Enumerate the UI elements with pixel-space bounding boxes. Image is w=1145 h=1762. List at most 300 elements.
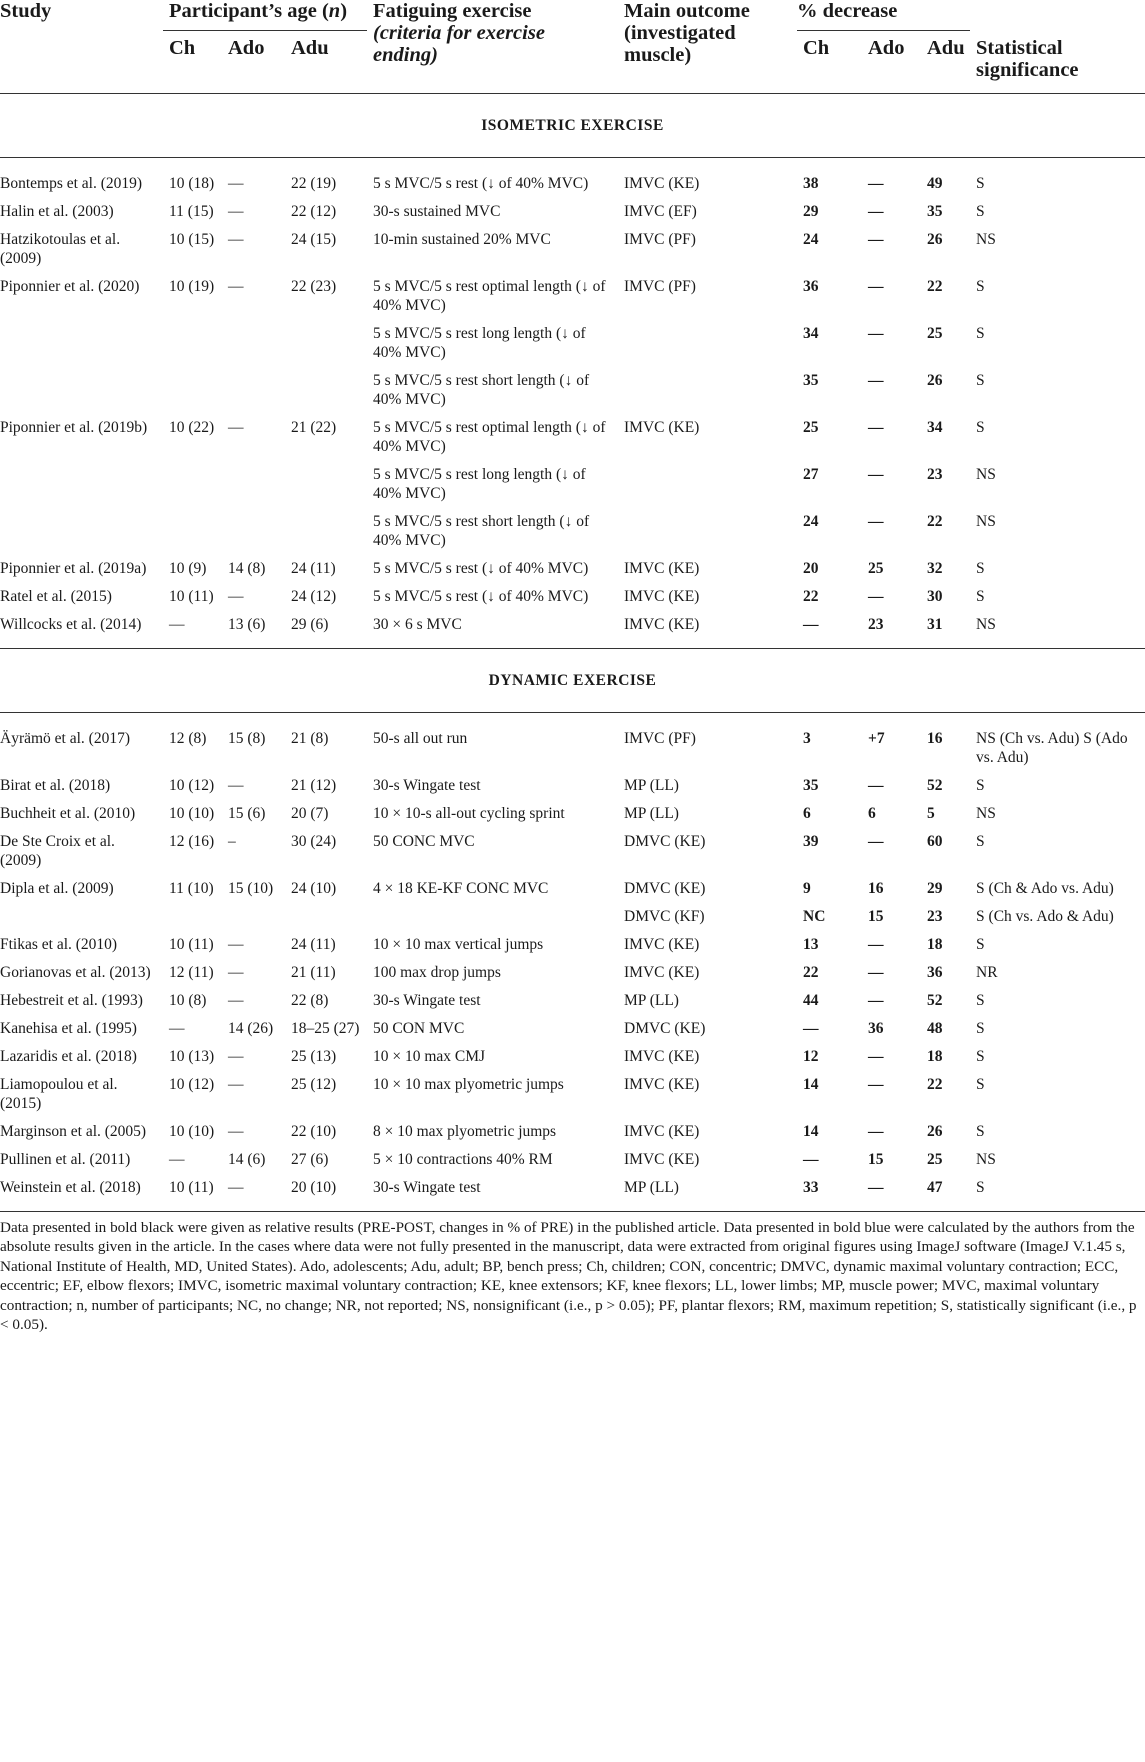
cell-outcome xyxy=(618,508,797,555)
cell-age-ado: 15 (6) xyxy=(228,804,266,822)
cell-outcome: MP (LL) xyxy=(618,1174,797,1212)
cell-outcome: IMVC (KE) xyxy=(624,1075,700,1093)
cell-pct-adu: 32 xyxy=(927,559,943,577)
table-row xyxy=(0,273,1145,320)
table-row xyxy=(0,712,1145,772)
cell-age-ch: 10 (11) xyxy=(169,935,214,953)
cell-significance: S xyxy=(970,1174,1145,1212)
cell-pct-ch: 24 xyxy=(803,512,819,530)
cell-outcome xyxy=(618,367,797,414)
cell-outcome: DMVC (KF) xyxy=(624,907,705,925)
cell-study xyxy=(0,903,163,931)
cell-outcome: IMVC (KE) xyxy=(618,611,797,649)
cell-age-ch xyxy=(163,903,222,931)
cell-pct-adu: 22 xyxy=(927,512,943,530)
cell-age-ch xyxy=(163,461,222,508)
cell-age-ado: — xyxy=(228,587,244,605)
cell-pct-ch: 44 xyxy=(803,991,819,1009)
section-title: ISOMETRIC EXERCISE xyxy=(0,93,1145,157)
cell-outcome: IMVC (PF) xyxy=(624,230,696,248)
cell-outcome: DMVC (KE) xyxy=(624,1019,706,1037)
cell-significance: S xyxy=(976,174,985,192)
cell-age-adu xyxy=(285,320,367,367)
cell-study: Piponnier et al. (2019b) xyxy=(0,418,148,436)
cell-age-ch: 10 (11) xyxy=(169,587,214,605)
cell-pct-ado: — xyxy=(868,1047,884,1065)
cell-age-ch: 10 (10) xyxy=(169,1122,215,1140)
cell-significance: S xyxy=(976,832,985,850)
cell-exercise: 30-s sustained MVC xyxy=(373,202,501,220)
cell-study: Gorianovas et al. (2013) xyxy=(0,963,151,981)
cell-pct-ch: 38 xyxy=(803,174,819,192)
cell-age-adu: 22 (12) xyxy=(291,202,337,220)
table-row xyxy=(0,931,1145,959)
cell-pct-ch: — xyxy=(803,1019,819,1037)
cell-pct-ado: — xyxy=(868,174,884,192)
cell-age-adu: 21 (11) xyxy=(291,963,336,981)
cell-significance: NR xyxy=(976,963,998,981)
cell-age-adu xyxy=(285,903,367,931)
cell-age-adu xyxy=(285,367,367,414)
cell-significance: S xyxy=(976,1019,985,1037)
table-row xyxy=(0,1015,1145,1043)
cell-study: Pullinen et al. (2011) xyxy=(0,1150,131,1168)
cell-outcome: IMVC (KE) xyxy=(624,1122,700,1140)
cell-age-ch: 10 (13) xyxy=(169,1047,215,1065)
cell-outcome: IMVC (KE) xyxy=(624,174,700,192)
cell-pct-ch: 14 xyxy=(803,1122,819,1140)
cell-pct-ch: 29 xyxy=(803,202,819,220)
cell-study: Buchheit et al. (2010) xyxy=(0,804,136,822)
cell-significance: S (Ch vs. Ado & Adu) xyxy=(976,907,1114,925)
cell-significance: S xyxy=(976,1122,985,1140)
cell-pct-ado: — xyxy=(868,512,884,530)
cell-outcome: IMVC (KE) xyxy=(624,935,700,953)
cell-pct-ado: 36 xyxy=(868,1019,884,1037)
header-adu: Adu xyxy=(291,37,329,59)
cell-significance: S xyxy=(976,418,985,436)
cell-pct-adu: 35 xyxy=(927,202,943,220)
table-row xyxy=(0,1174,1145,1212)
cell-exercise: 10 × 10 max vertical jumps xyxy=(373,935,544,953)
table-row xyxy=(0,828,1145,875)
cell-pct-ch: 36 xyxy=(803,277,819,295)
cell-age-adu: 29 (6) xyxy=(285,611,367,649)
cell-significance: S xyxy=(976,935,985,953)
cell-pct-ado: — xyxy=(868,935,884,953)
cell-outcome: IMVC (KE) xyxy=(624,587,700,605)
cell-significance: NS xyxy=(976,230,996,248)
cell-exercise: 5 s MVC/5 s rest (↓ of 40% MVC) xyxy=(373,174,589,192)
cell-exercise: 50-s all out run xyxy=(373,729,468,747)
cell-exercise: 5 s MVC/5 s rest short length (↓ of 40% MVC) xyxy=(373,371,590,408)
cell-pct-ado: — xyxy=(868,963,884,981)
cell-outcome: IMVC (PF) xyxy=(624,277,696,295)
cell-pct-ado: — xyxy=(868,324,884,342)
cell-pct-ch: 14 xyxy=(803,1075,819,1093)
cell-study: Äyrämö et al. (2017) xyxy=(0,729,130,747)
cell-exercise: 100 max drop jumps xyxy=(373,963,501,981)
cell-pct-ado: — xyxy=(868,202,884,220)
cell-age-ado: — xyxy=(222,1174,285,1212)
cell-pct-adu: 18 xyxy=(927,935,943,953)
cell-pct-ado: — xyxy=(868,371,884,389)
cell-age-ch xyxy=(163,508,222,555)
cell-exercise: 50 CONC MVC xyxy=(373,832,475,850)
cell-pct-ado: — xyxy=(868,277,884,295)
cell-pct-ado: — xyxy=(868,230,884,248)
cell-exercise: 5 s MVC/5 s rest optimal length (↓ of 40% MVC) xyxy=(373,277,606,314)
cell-significance: S xyxy=(976,371,985,389)
cell-age-ado xyxy=(222,320,285,367)
cell-pct-ch: — xyxy=(803,1150,819,1168)
cell-age-ado: 15 (10) xyxy=(228,879,274,897)
cell-outcome: MP (LL) xyxy=(624,991,679,1009)
cell-outcome xyxy=(618,461,797,508)
table-row xyxy=(0,461,1145,508)
cell-exercise xyxy=(367,903,618,931)
cell-exercise: 30-s Wingate test xyxy=(373,991,481,1009)
cell-age-ado: 14 (8) xyxy=(228,559,266,577)
table-header xyxy=(0,0,1145,93)
cell-age-ch: 10 (11) xyxy=(163,1174,222,1212)
cell-study: Hebestreit et al. (1993) xyxy=(0,991,143,1009)
cell-pct-ch: 9 xyxy=(803,879,811,897)
cell-age-ado: — xyxy=(228,230,244,248)
cell-pct-ch: NC xyxy=(803,907,826,925)
cell-age-ado: 14 (6) xyxy=(228,1150,266,1168)
cell-pct-ch: 35 xyxy=(803,776,819,794)
cell-significance: NS xyxy=(976,512,996,530)
table-row xyxy=(0,903,1145,931)
cell-pct-ado: — xyxy=(868,1122,884,1140)
cell-study: Bontemps et al. (2019) xyxy=(0,174,143,192)
cell-exercise: 10 × 10 max CMJ xyxy=(373,1047,486,1065)
cell-pct-adu: 52 xyxy=(927,991,943,1009)
cell-exercise: 10 × 10-s all-out cycling sprint xyxy=(373,804,565,822)
cell-age-ado: — xyxy=(228,776,244,794)
table-row xyxy=(0,1043,1145,1071)
cell-age-ch: 11 (15) xyxy=(169,202,214,220)
cell-age-ch: — xyxy=(163,611,222,649)
section-row xyxy=(0,93,1145,157)
cell-age-ch: 10 (9) xyxy=(169,559,207,577)
cell-pct-adu: 22 xyxy=(927,1075,943,1093)
cell-significance: NS xyxy=(976,1150,996,1168)
header-ado: Ado xyxy=(228,37,265,59)
cell-exercise: 50 CON MVC xyxy=(373,1019,465,1037)
cell-age-ch: 10 (19) xyxy=(169,277,215,295)
cell-study: Birat et al. (2018) xyxy=(0,776,111,794)
table-row xyxy=(0,987,1145,1015)
cell-exercise: 10-min sustained 20% MVC xyxy=(373,230,551,248)
cell-age-ado: 13 (6) xyxy=(222,611,285,649)
cell-study: Ftikas et al. (2010) xyxy=(0,935,118,953)
cell-significance: S xyxy=(976,1047,985,1065)
cell-outcome: IMVC (KE) xyxy=(624,559,700,577)
cell-age-adu: 18–25 (27) xyxy=(291,1019,360,1037)
cell-study: Kanehisa et al. (1995) xyxy=(0,1019,137,1037)
header-ch: Ch xyxy=(169,37,196,59)
header-study: Study xyxy=(0,0,52,22)
cell-exercise: 4 × 18 KE-KF CONC MVC xyxy=(373,879,549,897)
cell-exercise: 30-s Wingate test xyxy=(367,1174,618,1212)
cell-pct-adu: 60 xyxy=(927,832,943,850)
cell-pct-adu: 5 xyxy=(927,804,935,822)
cell-age-ch: 11 (10) xyxy=(169,879,214,897)
cell-pct-ado: 6 xyxy=(868,804,876,822)
cell-study: Liamopoulou et al. (2015) xyxy=(0,1075,118,1112)
cell-pct-adu: 29 xyxy=(927,879,943,897)
cell-age-ado: 15 (8) xyxy=(228,729,266,747)
cell-age-adu: 22 (10) xyxy=(291,1122,337,1140)
table-body xyxy=(0,93,1145,1211)
section-title: DYNAMIC EXERCISE xyxy=(0,648,1145,712)
cell-exercise: 5 s MVC/5 s rest (↓ of 40% MVC) xyxy=(373,559,589,577)
header-outcome: Main outcome (investigated muscle) xyxy=(624,0,750,66)
cell-outcome: IMVC (PF) xyxy=(624,729,696,747)
cell-age-ado: — xyxy=(228,202,244,220)
cell-study: Willcocks et al. (2014) xyxy=(0,611,163,649)
cell-pct-ado: — xyxy=(868,776,884,794)
cell-age-adu: 20 (10) xyxy=(285,1174,367,1212)
cell-pct-adu: 16 xyxy=(927,729,943,747)
table-row xyxy=(0,508,1145,555)
cell-study: Weinstein et al. (2018) xyxy=(0,1174,163,1212)
cell-age-ch: — xyxy=(169,1019,185,1037)
cell-age-ado xyxy=(222,461,285,508)
cell-outcome: IMVC (KE) xyxy=(624,1047,700,1065)
table-row xyxy=(0,1071,1145,1118)
cell-exercise: 30-s Wingate test xyxy=(373,776,481,794)
cell-age-ado: — xyxy=(228,935,244,953)
cell-pct-ch: 34 xyxy=(803,324,819,342)
cell-age-adu: 24 (11) xyxy=(291,935,336,953)
cell-outcome: IMVC (KE) xyxy=(624,418,700,436)
table-row xyxy=(0,414,1145,461)
cell-pct-ado: — xyxy=(868,418,884,436)
cell-age-ch: 10 (22) xyxy=(169,418,215,436)
cell-study: Ratel et al. (2015) xyxy=(0,587,112,605)
cell-outcome: IMVC (KE) xyxy=(624,963,700,981)
cell-pct-ado: +7 xyxy=(868,729,885,747)
cell-age-ado: — xyxy=(228,1122,244,1140)
section-row xyxy=(0,648,1145,712)
table-row xyxy=(0,320,1145,367)
cell-pct-ch: 39 xyxy=(803,832,819,850)
table-row xyxy=(0,367,1145,414)
table-row xyxy=(0,198,1145,226)
cell-significance: S (Ch & Ado vs. Adu) xyxy=(976,879,1114,897)
cell-outcome: DMVC (KE) xyxy=(624,832,706,850)
cell-significance: S xyxy=(976,202,985,220)
cell-pct-ado: — xyxy=(868,1075,884,1093)
cell-pct-ado: — xyxy=(868,587,884,605)
table-row xyxy=(0,226,1145,273)
cell-study: De Ste Croix et al. (2009) xyxy=(0,832,115,869)
cell-age-ch: 12 (8) xyxy=(169,729,207,747)
cell-age-ado: – xyxy=(228,832,236,850)
cell-significance: NS xyxy=(976,465,996,483)
cell-pct-adu: 22 xyxy=(927,277,943,295)
table-footnote: Data presented in bold black were given as relative results (PRE-POST, changes in % of PRE) in the published article. Data presented in bold blue were calculated by the authors from the absolute results given in the article. In the cases where data were not fully presented in the manuscript, data were extracted from original figures using ImageJ software (ImageJ V.1.45 s, National Institute of Health, MD, United States). Ado, adolescents; Adu, adult; BP, bench press; Ch, children; CON, concentric; DMVC, dynamic maximal voluntary contraction; ECC, eccentric; EF, elbow flexors; IMVC, isometric maximal voluntary contraction; KE, knee extensors; KF, knee flexors; LL, lower limbs; MP, muscle power; MVC, maximal voluntary contraction; n, number of participants; NC, no change; NR, not reported; NS, nonsignificant (i.e., p > 0.05); PF, plantar flexors; RM, maximum repetition; S, statistically significant (i.e., p < 0.05). xyxy=(0,1218,1137,1333)
cell-age-ado xyxy=(222,508,285,555)
cell-exercise: 10 × 10 max plyometric jumps xyxy=(373,1075,564,1093)
cell-significance: S xyxy=(976,991,985,1009)
table-row xyxy=(0,772,1145,800)
cell-pct-adu: 48 xyxy=(927,1019,943,1037)
cell-pct-ch: 27 xyxy=(803,465,819,483)
cell-pct-adu: 23 xyxy=(927,907,943,925)
cell-age-adu: 27 (6) xyxy=(291,1150,329,1168)
cell-study: Marginson et al. (2005) xyxy=(0,1122,147,1140)
cell-pct-adu: 49 xyxy=(927,174,943,192)
cell-study: Hatzikotoulas et al. (2009) xyxy=(0,230,121,267)
cell-age-adu: 24 (15) xyxy=(291,230,337,248)
cell-outcome: IMVC (KE) xyxy=(624,1150,700,1168)
cell-study xyxy=(0,461,163,508)
table-row xyxy=(0,1146,1145,1174)
cell-significance: NS xyxy=(976,804,996,822)
cell-age-ado: — xyxy=(228,991,244,1009)
cell-significance: S xyxy=(976,587,985,605)
header-exercise: Fatiguing exercise (criteria for exercise ending) xyxy=(373,0,545,66)
header-age: Participant’s age (n) xyxy=(163,0,367,31)
cell-pct-ch: 35 xyxy=(803,371,819,389)
cell-age-adu: 21 (12) xyxy=(291,776,337,794)
cell-age-adu xyxy=(285,508,367,555)
cell-age-ado: — xyxy=(228,418,244,436)
table-row xyxy=(0,583,1145,611)
cell-significance: NS xyxy=(970,611,1145,649)
cell-pct-ado: 15 xyxy=(868,907,884,925)
cell-pct-adu: 52 xyxy=(927,776,943,794)
cell-study xyxy=(0,367,163,414)
cell-age-adu: 22 (23) xyxy=(291,277,337,295)
cell-pct-adu: 25 xyxy=(927,324,943,342)
cell-age-ado: 14 (26) xyxy=(228,1019,274,1037)
cell-pct-adu: 25 xyxy=(927,1150,943,1168)
cell-age-adu: 25 (12) xyxy=(291,1075,337,1093)
cell-exercise: 8 × 10 max plyometric jumps xyxy=(373,1122,557,1140)
cell-pct-adu: 26 xyxy=(927,371,943,389)
cell-exercise: 5 s MVC/5 s rest short length (↓ of 40% MVC) xyxy=(373,512,590,549)
cell-age-ch: 10 (12) xyxy=(169,1075,215,1093)
cell-pct-ch: 22 xyxy=(803,587,819,605)
cell-exercise: 5 × 10 contractions 40% RM xyxy=(373,1150,553,1168)
cell-age-adu: 22 (8) xyxy=(291,991,329,1009)
cell-significance: S xyxy=(976,559,985,577)
cell-age-adu: 24 (12) xyxy=(291,587,337,605)
cell-pct-adu: 18 xyxy=(927,1047,943,1065)
cell-pct-ch: — xyxy=(797,611,862,649)
cell-age-ado xyxy=(222,367,285,414)
header-significance: Statistical significance xyxy=(976,36,1079,81)
cell-pct-adu: 31 xyxy=(921,611,970,649)
cell-exercise: 5 s MVC/5 s rest optimal length (↓ of 40% MVC) xyxy=(373,418,606,455)
cell-age-adu: 20 (7) xyxy=(291,804,329,822)
cell-pct-adu: 23 xyxy=(927,465,943,483)
cell-age-ch: 10 (12) xyxy=(169,776,215,794)
cell-exercise: 5 s MVC/5 s rest (↓ of 40% MVC) xyxy=(373,587,589,605)
cell-pct-ado: 23 xyxy=(862,611,921,649)
cell-pct-ado: — xyxy=(868,991,884,1009)
cell-age-adu: 24 (11) xyxy=(291,559,336,577)
cell-age-adu: 21 (22) xyxy=(291,418,337,436)
cell-age-ado: — xyxy=(228,174,244,192)
cell-pct-ch: 20 xyxy=(803,559,819,577)
cell-significance: NS (Ch vs. Adu) S (Ado vs. Adu) xyxy=(976,729,1128,766)
cell-age-adu xyxy=(285,461,367,508)
table-row xyxy=(0,875,1145,903)
cell-age-ado: — xyxy=(228,963,244,981)
cell-age-ch: 10 (15) xyxy=(169,230,215,248)
cell-outcome: MP (LL) xyxy=(624,804,679,822)
cell-pct-ch: 12 xyxy=(803,1047,819,1065)
cell-pct-ado: 15 xyxy=(868,1150,884,1168)
cell-outcome xyxy=(618,320,797,367)
table-row xyxy=(0,959,1145,987)
cell-outcome: IMVC (EF) xyxy=(624,202,697,220)
cell-age-ch: 10 (8) xyxy=(169,991,207,1009)
cell-pct-ch: 33 xyxy=(797,1174,862,1212)
cell-pct-ch: 6 xyxy=(803,804,811,822)
cell-study: Piponnier et al. (2019a) xyxy=(0,559,147,577)
cell-pct-ado: — xyxy=(862,1174,921,1212)
header-pct-ado: Ado xyxy=(868,37,905,59)
header-pct-ch: Ch xyxy=(803,37,830,59)
cell-age-ch: — xyxy=(169,1150,185,1168)
cell-age-ado: — xyxy=(228,1075,244,1093)
table-row xyxy=(0,1118,1145,1146)
cell-pct-adu: 30 xyxy=(927,587,943,605)
cell-study: Dipla et al. (2009) xyxy=(0,879,114,897)
cell-significance: S xyxy=(976,324,985,342)
cell-pct-adu: 36 xyxy=(927,963,943,981)
cell-age-ch: 12 (11) xyxy=(169,963,214,981)
cell-pct-ado: 16 xyxy=(868,879,884,897)
cell-age-ch: 10 (10) xyxy=(169,804,215,822)
cell-pct-ado: — xyxy=(868,832,884,850)
cell-pct-ch: 3 xyxy=(803,729,811,747)
cell-age-ch: 12 (16) xyxy=(169,832,215,850)
table-row xyxy=(0,800,1145,828)
cell-age-adu: 21 (8) xyxy=(291,729,329,747)
header-pct-adu: Adu xyxy=(927,37,965,59)
cell-exercise: 5 s MVC/5 s rest long length (↓ of 40% MVC) xyxy=(373,465,586,502)
cell-pct-ch: 13 xyxy=(803,935,819,953)
cell-pct-ado: — xyxy=(868,465,884,483)
table-row xyxy=(0,611,1145,649)
cell-pct-ch: 24 xyxy=(803,230,819,248)
cell-study: Lazaridis et al. (2018) xyxy=(0,1047,137,1065)
cell-age-adu: 30 (24) xyxy=(291,832,337,850)
cell-pct-adu: 47 xyxy=(921,1174,970,1212)
cell-pct-adu: 34 xyxy=(927,418,943,436)
cell-significance: S xyxy=(976,277,985,295)
cell-study xyxy=(0,508,163,555)
table-row xyxy=(0,157,1145,198)
cell-pct-ch: 25 xyxy=(803,418,819,436)
cell-age-adu: 25 (13) xyxy=(291,1047,337,1065)
cell-study: Piponnier et al. (2020) xyxy=(0,277,140,295)
cell-age-ch xyxy=(163,320,222,367)
cell-age-adu: 24 (10) xyxy=(291,879,337,897)
cell-age-ch xyxy=(163,367,222,414)
cell-exercise: 30 × 6 s MVC xyxy=(367,611,618,649)
cell-age-ch: 10 (18) xyxy=(169,174,215,192)
table-row xyxy=(0,555,1145,583)
